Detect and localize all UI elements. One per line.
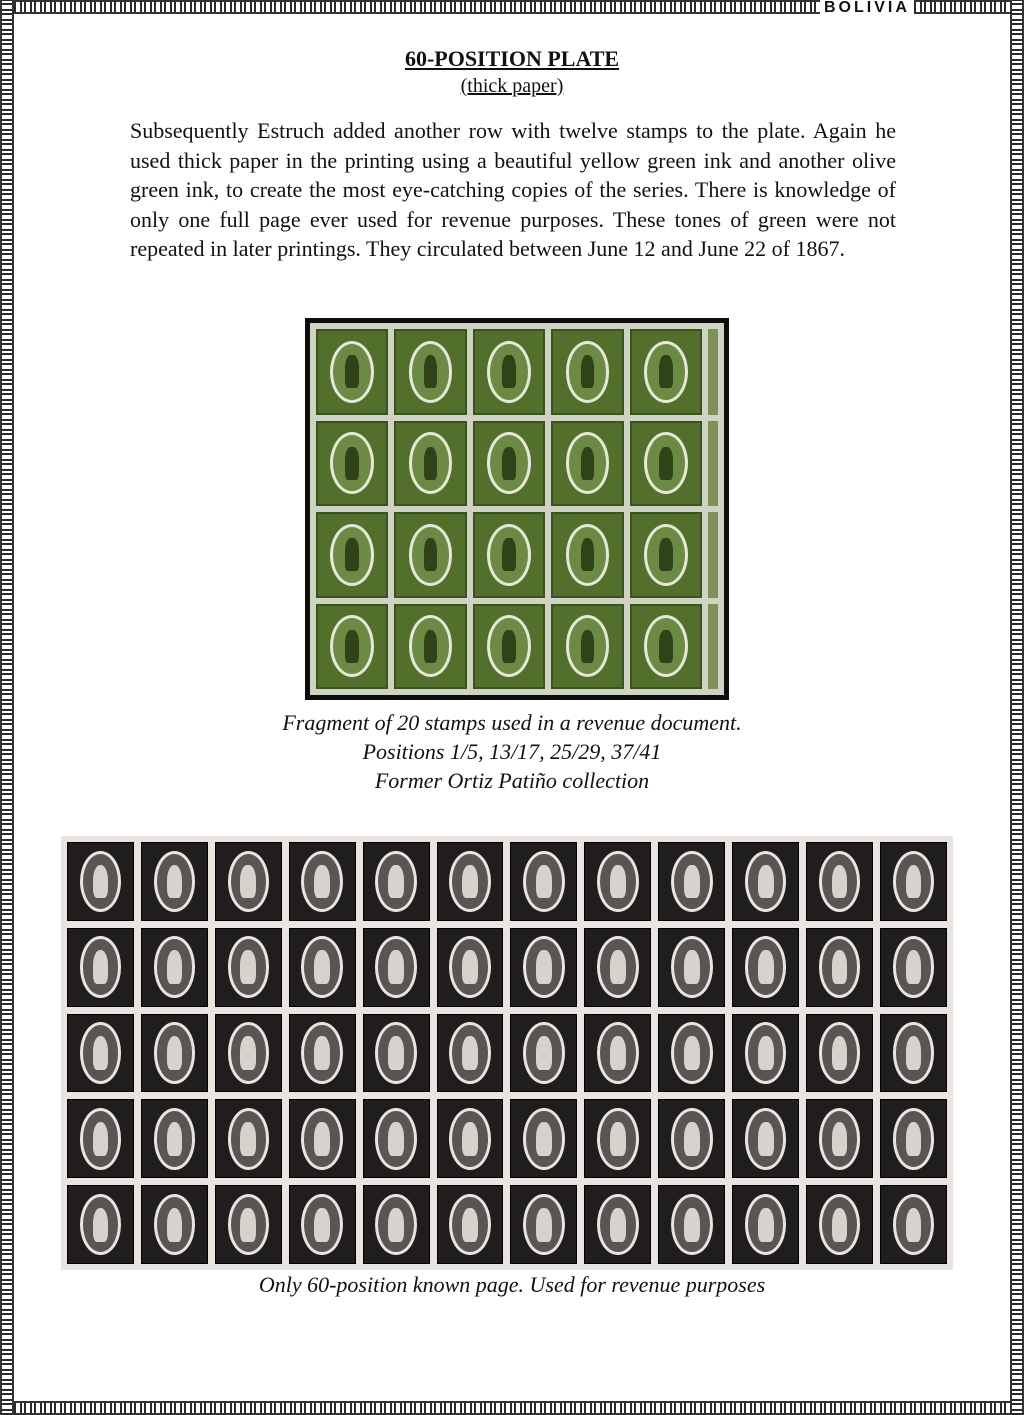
- black-stamp: [363, 928, 430, 1007]
- black-stamp: [215, 1185, 282, 1264]
- green-stamp: [551, 512, 623, 598]
- black-stamp: [584, 842, 651, 921]
- fragment-caption-line-2: Positions 1/5, 13/17, 25/29, 37/41: [362, 739, 662, 764]
- black-stamp: [141, 1185, 208, 1264]
- green-stamp: [551, 329, 623, 415]
- green-stamp: [473, 421, 545, 507]
- black-stamp: [141, 1099, 208, 1178]
- black-stamp: [658, 1099, 725, 1178]
- black-stamp: [289, 928, 356, 1007]
- black-stamp: [215, 928, 282, 1007]
- black-stamp: [289, 1099, 356, 1178]
- green-stamp: [551, 421, 623, 507]
- black-stamp: [880, 1185, 947, 1264]
- black-stamp: [67, 842, 134, 921]
- black-stamp: [806, 1185, 873, 1264]
- black-stamp: [437, 1014, 504, 1093]
- black-stamp: [510, 928, 577, 1007]
- stamp-edge-partial: [708, 329, 718, 415]
- black-stamp: [880, 928, 947, 1007]
- black-stamp: [732, 1014, 799, 1093]
- green-stamp: [473, 329, 545, 415]
- green-stamp: [473, 604, 545, 690]
- black-stamp: [584, 1014, 651, 1093]
- black-stamp: [880, 1014, 947, 1093]
- fragment-caption-line-3: Former Ortiz Patiño collection: [374, 768, 650, 793]
- black-stamp: [363, 1185, 430, 1264]
- green-stamp: [630, 329, 702, 415]
- green-stamp: [473, 512, 545, 598]
- black-stamp: [880, 842, 947, 921]
- black-stamp: [437, 842, 504, 921]
- stamp-edge-partial: [708, 512, 718, 598]
- black-stamp: [806, 1099, 873, 1178]
- full-sheet-caption: Only 60-position known page. Used for revenue purposes: [258, 1272, 766, 1297]
- green-stamp: [630, 604, 702, 690]
- black-stamp: [289, 842, 356, 921]
- black-stamp: [67, 1014, 134, 1093]
- black-stamp: [141, 842, 208, 921]
- green-stamp: [316, 421, 388, 507]
- black-stamp: [510, 1099, 577, 1178]
- black-stamp: [510, 1185, 577, 1264]
- green-stamp: [551, 604, 623, 690]
- black-stamp: [732, 1099, 799, 1178]
- black-stamp: [732, 928, 799, 1007]
- black-stamp: [880, 1099, 947, 1178]
- black-stamp: [584, 1099, 651, 1178]
- black-stamp: [510, 1014, 577, 1093]
- green-stamp: [316, 604, 388, 690]
- full-sheet-60-stamps-image: [61, 836, 953, 1270]
- black-stamp: [67, 928, 134, 1007]
- body-paragraph: Subsequently Estruch added another row with twelve stamps to the plate. Again he used thick paper in the printing using a beautiful yellow green ink and another olive green ink, to create the most eye-catching copies of the series. There is knowledge of only one full page ever used for revenue purposes. These tones of green were not repeated in later printings. They circulated between June 12 and June 22 of 1867.: [130, 118, 896, 261]
- green-stamp: [394, 421, 466, 507]
- country-label: BOLIVIA: [820, 0, 914, 16]
- black-stamp: [658, 928, 725, 1007]
- black-stamp: [510, 842, 577, 921]
- black-stamp: [658, 1014, 725, 1093]
- green-stamp: [630, 421, 702, 507]
- black-stamp: [658, 842, 725, 921]
- black-stamp: [584, 928, 651, 1007]
- green-stamp: [316, 329, 388, 415]
- page-title: 60-POSITION PLATE: [404, 46, 620, 71]
- page-border-bottom: [0, 1401, 1024, 1415]
- black-stamp: [67, 1185, 134, 1264]
- page-subtitle: (thick paper): [460, 75, 564, 97]
- fragment-caption-line-1: Fragment of 20 stamps used in a revenue document.: [282, 710, 742, 735]
- black-stamp: [363, 1014, 430, 1093]
- black-stamp: [806, 842, 873, 921]
- black-stamp: [289, 1014, 356, 1093]
- black-stamp: [215, 1014, 282, 1093]
- black-stamp: [806, 928, 873, 1007]
- fragment-20-stamps-image: [305, 318, 729, 700]
- green-stamp: [394, 329, 466, 415]
- black-stamp: [732, 842, 799, 921]
- stamp-edge-partial: [708, 421, 718, 507]
- black-stamp: [732, 1185, 799, 1264]
- black-stamp: [806, 1014, 873, 1093]
- green-stamp: [316, 512, 388, 598]
- black-stamp: [141, 928, 208, 1007]
- green-stamp: [394, 604, 466, 690]
- green-stamp: [630, 512, 702, 598]
- black-stamp: [658, 1185, 725, 1264]
- black-stamp: [363, 842, 430, 921]
- black-stamp: [437, 928, 504, 1007]
- black-stamp: [215, 1099, 282, 1178]
- stamp-edge-partial: [708, 604, 718, 690]
- fragment-caption: [0, 708, 1024, 795]
- black-stamp: [289, 1185, 356, 1264]
- black-stamp: [215, 842, 282, 921]
- fragment-stamp-grid: [310, 323, 724, 695]
- black-stamp: [363, 1099, 430, 1178]
- green-stamp: [394, 512, 466, 598]
- black-stamp: [437, 1099, 504, 1178]
- black-stamp: [584, 1185, 651, 1264]
- black-stamp: [437, 1185, 504, 1264]
- black-stamp: [141, 1014, 208, 1093]
- black-stamp: [67, 1099, 134, 1178]
